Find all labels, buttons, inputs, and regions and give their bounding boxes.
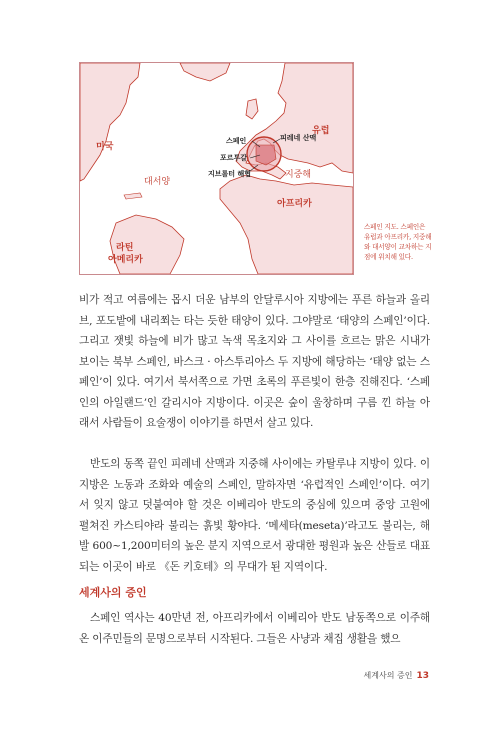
label-america: 미국	[96, 142, 114, 152]
label-gibraltar: 지브롤터 해협	[208, 170, 252, 178]
paragraph-regions-south-north: 비가 적고 여름에는 몹시 더운 남부의 안달루시아 지방에는 푸른 하늘과 올리브, 포도밭에 내리쬐는 타는 듯한 태양이 있다. 그야말로 ‘태양의 스페인’이다. 그리고 잿빛 하늘에 비가 많고 녹색 목초지와 그 사이를 흐르는 맑은 시내가 보이는 북부 스페인, 바스크 · 아스투리아스 두 지방에 해당하는 ‘태양 없는 스페인’이 있다. 여기서 북서쪽으로 가면 초록의 푸른빛이 한층 진해진다. ‘스페인의 아일랜드’인 갈리시아 지방이다. 이곳은 숲이 울창하며 구름 낀 하늘 아래서 사람들이 요술쟁이 이야기를 하면서 살고 있다.	[79, 294, 430, 429]
page-number: 13	[416, 671, 429, 681]
label-latin-america-line1: 라틴	[116, 243, 134, 253]
label-mediterranean: 지중해	[285, 170, 312, 180]
map-caption: 스페인 지도. 스페인은 유럽과 아프리카, 지중해와 대서양이 교차하는 지점에 위치해 있다.	[364, 223, 432, 261]
paragraph-history-intro: 스페인 역사는 40만년 전, 아프리카에서 이베리아 반도 남동쪽으로 이주해 온 이주민들의 문명으로부터 시작된다. 그들은 사냥과 채집 생활을 했으	[79, 612, 430, 645]
label-pyrenees: 피레네 산맥	[280, 134, 317, 142]
label-europe: 유럽	[312, 126, 330, 136]
label-atlantic: 대서양	[144, 177, 171, 187]
label-spain: 스페인	[226, 137, 247, 145]
label-latin-america-line2: 아메리카	[108, 255, 143, 265]
label-portugal: 포르투갈	[220, 154, 248, 162]
paragraph-regions-east-center: 반도의 동쪽 끝인 피레네 산맥과 지중해 사이에는 카탈루냐 지방이 있다. 이 지방은 노동과 조화와 예술의 스페인, 말하자면 ‘유럽적인 스페인’이다. 여기서 잊지 않고 덧붙여야 할 것은 이베리아 반도의 중심에 있으며 중앙 고원에 펼쳐진 카스티야라 불리는 흙빛 황야다. ‘메세타(meseta)’라고도 불리는, 해발 600~1,200미터의 높은 분지 지역으로서 광대한 평원과 높은 산들로 대표되는 이곳이 바로 《돈 키호테》의 무대가 된 지역이다.	[79, 458, 430, 573]
label-africa: 아프리카	[277, 199, 312, 209]
section-heading: 세계사의 증인	[79, 586, 147, 599]
running-title: 세계사의 증인	[363, 671, 413, 680]
page-footer	[364, 670, 429, 681]
map-figure	[79, 62, 354, 275]
